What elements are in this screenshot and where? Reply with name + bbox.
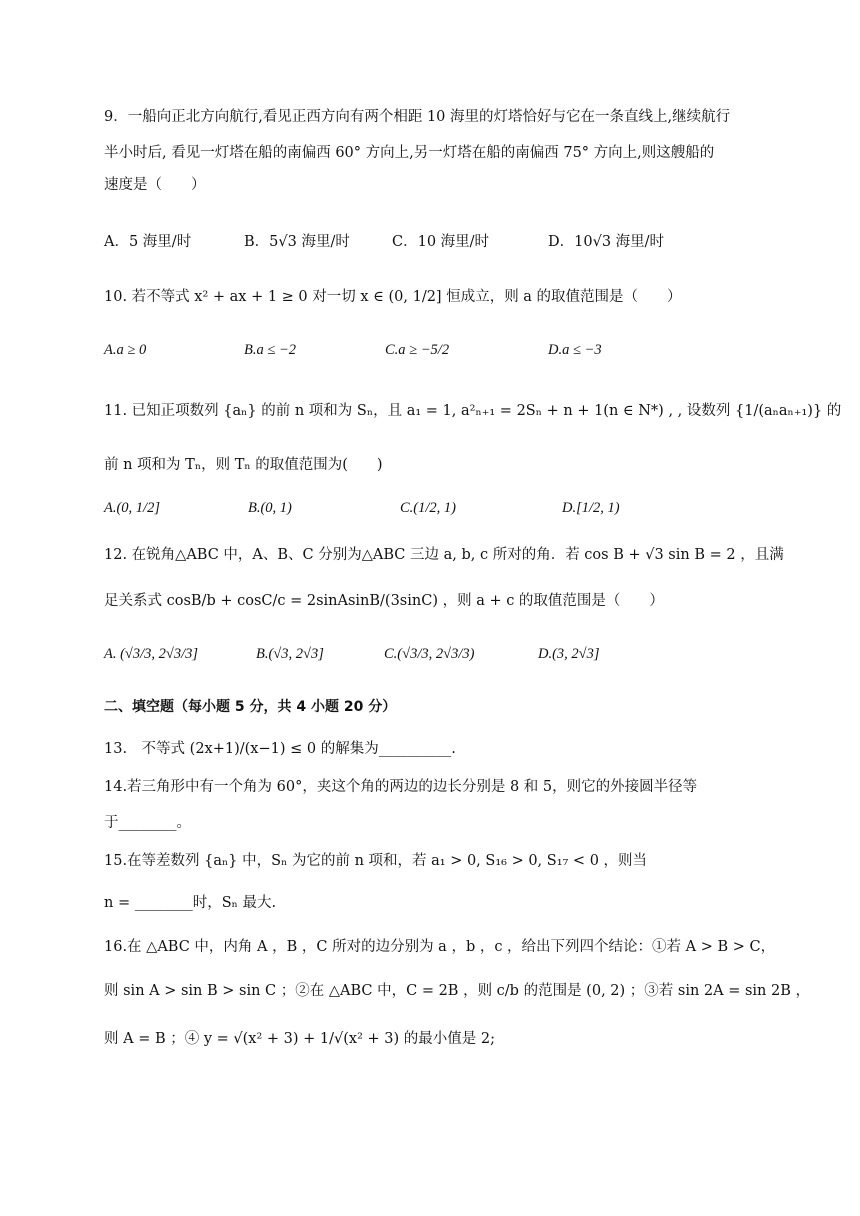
q10-option-a: A.a ≥ 0 [104,342,147,358]
q11-option-b: B.(0, 1) [248,500,292,516]
q11-option-c: C.(1/2, 1) [400,500,456,516]
q15-line2: n = ________时，Sₙ 最大. [104,895,277,911]
q9-option-a: A．5 海里/时 [104,234,192,250]
q9-option-c: C．10 海里/时 [392,234,490,250]
section-heading: 二、填空题（每小题 5 分，共 4 小题 20 分） [104,699,397,715]
q12-line2: 足关系式 cosB/b + cosC/c = 2sinAsinB/(3sinC) ，则 a + c 的取值范围是（ ） [104,593,664,609]
q10-text: 10. 若不等式 x² + ax + 1 ≥ 0 对一切 x ∈ (0, 1/2] 恒成立，则 a 的取值范围是（ ） [104,289,682,305]
q9-option-d: D．10√3 海里/时 [548,234,665,250]
q14-line1: 14.若三角形中有一个角为 60°，夹这个角的两边的边长分别是 8 和 5，则它的外接圆半径等 [104,779,698,795]
q16-line2: 则 sin A > sin B > sin C ；②在 △ABC 中，C = 2B ，则 c/b 的范围是 (0, 2) ；③若 sin 2A = sin 2B ， [104,983,810,999]
q9-option-b: B．5√3 海里/时 [244,234,350,250]
q10-option-d: D.a ≤ −3 [548,342,602,358]
q11-option-a: A.(0, 1/2] [104,500,160,516]
q9-line1: 9．一船向正北方向航行,看见正西方向有两个相距 10 海里的灯塔恰好与它在一条直线上,继续航行 [104,109,731,125]
q11-option-d: D.[1/2, 1) [562,500,620,516]
q16-line3: 则 A = B ；④ y = √(x² + 3) + 1/√(x² + 3) 的最小值是 2; [104,1031,495,1047]
q16-line1: 16.在 △ABC 中，内角 A ，B ，C 所对的边分别为 a ，b ，c ，给出下列四个结论：①若 A > B > C， [104,939,776,955]
q12-option-a: A. (√3/3, 2√3/3] [104,646,199,662]
q15-line1: 15.在等差数列 {aₙ} 中，Sₙ 为它的前 n 项和，若 a₁ > 0, S₁₆ > 0, S₁₇ < 0 ，则当 [104,853,648,869]
q10-option-b: B.a ≤ −2 [244,342,296,358]
q14-line2: 于________。 [104,815,191,831]
q11-line1: 11. 已知正项数列 {aₙ} 的前 n 项和为 Sₙ，且 a₁ = 1, a²ₙ₊₁ = 2Sₙ + n + 1(n ∈ N*) , , 设数列 {1/(aₙaₙ₊₁)} 的 [104,403,842,419]
q10-option-c: C.a ≥ −5/2 [385,342,450,358]
q12-option-b: B.(√3, 2√3] [256,646,324,662]
q12-option-d: D.(3, 2√3] [538,646,600,662]
q13-text: 13. 不等式 (2x+1)/(x−1) ≤ 0 的解集为__________. [104,741,456,757]
q9-line2: 半小时后, 看见一灯塔在船的南偏西 60° 方向上,另一灯塔在船的南偏西 75° 方向上,则这艘船的 [104,145,715,161]
q12-option-c: C.(√3/3, 2√3/3) [384,646,475,662]
q9-line3: 速度是（ ） [104,177,206,193]
q12-line1: 12. 在锐角△ABC 中，A、B、C 分别为△ABC 三边 a, b, c 所对的角．若 cos B + √3 sin B = 2 ，且满 [104,547,784,563]
q11-line2: 前 n 项和为 Tₙ，则 Tₙ 的取值范围为( ) [104,457,383,473]
